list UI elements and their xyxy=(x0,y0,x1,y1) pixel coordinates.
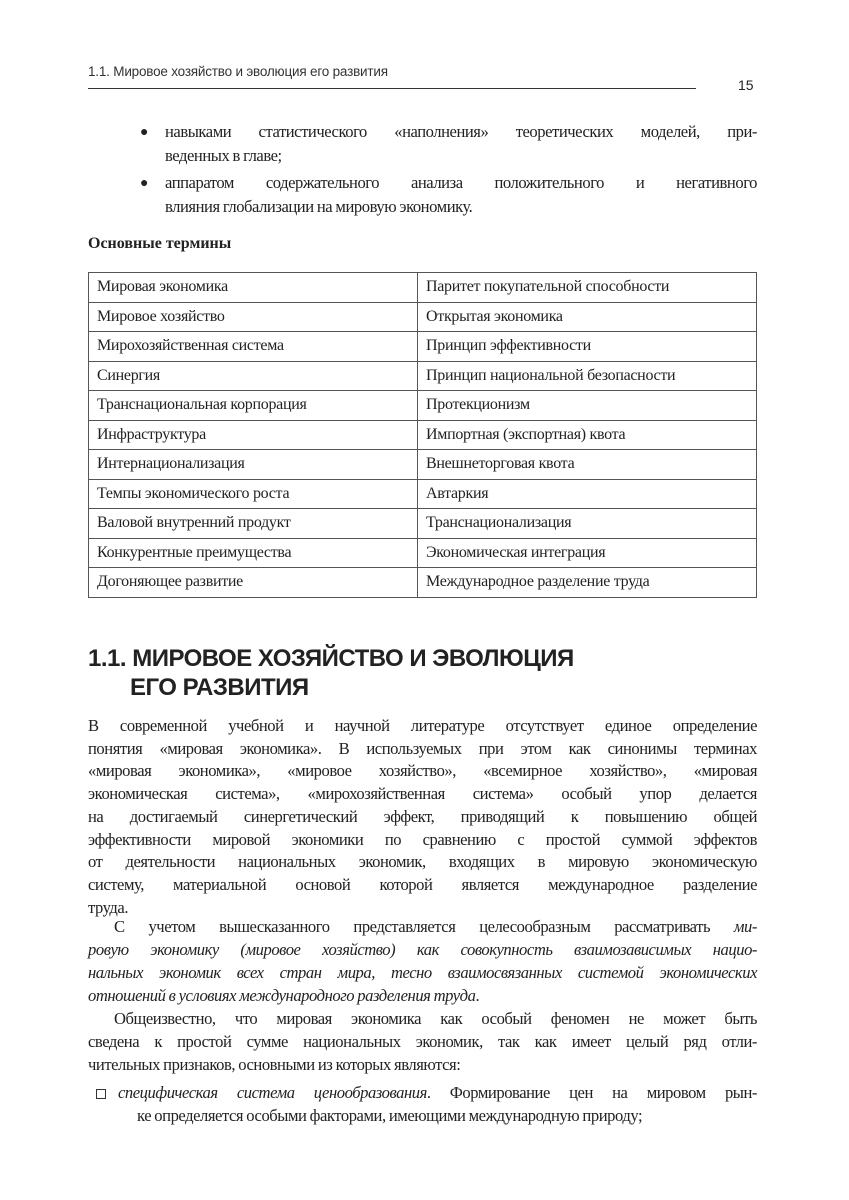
table-row xyxy=(89,538,757,568)
table-row xyxy=(89,391,757,421)
table-row xyxy=(89,450,757,480)
text-line xyxy=(88,986,757,1006)
text-line: чительных признаков, основными из которых являются: xyxy=(88,1055,461,1074)
running-title: 1.1. Мировое хозяйство и эволюция его развития xyxy=(88,64,388,79)
text-line: экономическая система», «мирохозяйственная система» особый упор делается xyxy=(88,784,757,804)
text-line xyxy=(118,1083,757,1103)
table-cell: Конкурентные преимущества xyxy=(89,538,418,568)
table-cell: Автаркия xyxy=(418,479,757,509)
table-row xyxy=(89,479,757,509)
table-row xyxy=(89,332,757,362)
table-cell: Синергия xyxy=(89,361,418,391)
table-row xyxy=(89,420,757,450)
table-row xyxy=(89,302,757,332)
section-heading: 1.1. МИРОВОЕ ХОЗЯЙСТВО И ЭВОЛЮЦИЯ xyxy=(88,645,574,672)
table-row xyxy=(89,568,757,598)
bullet-icon: ● xyxy=(140,176,149,191)
bullet-text: веденных в главе; xyxy=(165,146,282,165)
terms-table xyxy=(88,272,757,598)
table-cell: Экономическая интеграция xyxy=(418,538,757,568)
table-cell: Внешнеторговая квота xyxy=(418,450,757,480)
table-row xyxy=(89,361,757,391)
table-row xyxy=(89,273,757,303)
italic-run: отношений в условиях международного разделения труда xyxy=(88,986,476,1005)
bullet-icon: ● xyxy=(140,125,149,140)
text-line: на достигаемый синергетический эффект, приводящий к повышению общей xyxy=(88,806,757,826)
table-cell: Принцип национальной безопасности xyxy=(418,361,757,391)
bullet-text: влияния глобализации на мировую экономику. xyxy=(165,197,473,216)
table-cell: Мировое хозяйство xyxy=(89,302,418,332)
italic-line: ровую экономику (мировое хозяйство) как совокупность взаимозависимых нацио- xyxy=(88,940,757,959)
table-cell: Мирохозяйственная система xyxy=(89,332,418,362)
table-cell: Международное разделение труда xyxy=(418,568,757,598)
text-run: . Формирование цен на мировом рын- xyxy=(426,1083,757,1102)
table-cell: Темпы экономического роста xyxy=(89,479,418,509)
table-cell: Инфраструктура xyxy=(89,420,418,450)
section-heading-line2: ЕГО РАЗВИТИЯ xyxy=(130,674,309,701)
text-line xyxy=(114,917,757,937)
table-cell: Транснациональная корпорация xyxy=(89,391,418,421)
table-cell: Догоняющее развитие xyxy=(89,568,418,598)
table-cell: Мировая экономика xyxy=(89,273,418,303)
italic-line: нальных экономик всех стран мира, тесно взаимосвязанных системой экономических xyxy=(88,963,757,982)
table-cell: Интернационализация xyxy=(89,450,418,480)
terms-title: Основные термины xyxy=(88,235,232,252)
text-line: Общеизвестно, что мировая экономика как особый феномен не может быть xyxy=(114,1009,757,1028)
text-line: понятия «мировая экономика». В используемых при этом как синонимы терминах xyxy=(88,738,757,758)
table-cell: Протекционизм xyxy=(418,391,757,421)
header-rule xyxy=(88,88,696,89)
table-row xyxy=(89,509,757,539)
checkbox-bullet-icon xyxy=(96,1089,106,1099)
italic-run: ми- xyxy=(733,917,757,936)
text-line: ке определяется особыми факторами, имеющими международную природу; xyxy=(137,1106,643,1125)
bullet-text: аппаратом содержательного анализа положительного и негативного xyxy=(165,173,757,192)
page-number: 15 xyxy=(738,77,754,93)
text-run: С учетом вышесказанного представляется целесообразным рассматривать xyxy=(114,917,734,936)
text-line: систему, материальной основой которой является международное разделение xyxy=(88,874,757,894)
table-cell: Открытая экономика xyxy=(418,302,757,332)
text-run: . xyxy=(475,986,480,1005)
text-line: труда. xyxy=(88,897,129,917)
table-cell: Принцип эффективности xyxy=(418,332,757,362)
table-cell: Транснационализация xyxy=(418,509,757,539)
text-line: сведена к простой сумме национальных экономик, так как имеет целый ряд отли- xyxy=(88,1032,757,1051)
bullet-text: навыками статистического «наполнения» теоретических моделей, при- xyxy=(165,122,757,141)
text-line: «мировая экономика», «мировое хозяйство», «всемирное хозяйство», «мировая xyxy=(88,761,757,781)
text-line: эффективности мировой экономики по сравнению с простой суммой эффектов xyxy=(88,829,757,849)
table-cell: Импортная (экспортная) квота xyxy=(418,420,757,450)
table-cell: Паритет покупательной способности xyxy=(418,273,757,303)
text-line: от деятельности национальных экономик, входящих в мировую экономическую xyxy=(88,852,757,872)
italic-run: специфическая система ценообразования xyxy=(118,1083,427,1102)
text-line: В современной учебной и научной литературе отсутствует единое определение xyxy=(88,716,757,735)
table-cell: Валовой внутренний продукт xyxy=(89,509,418,539)
